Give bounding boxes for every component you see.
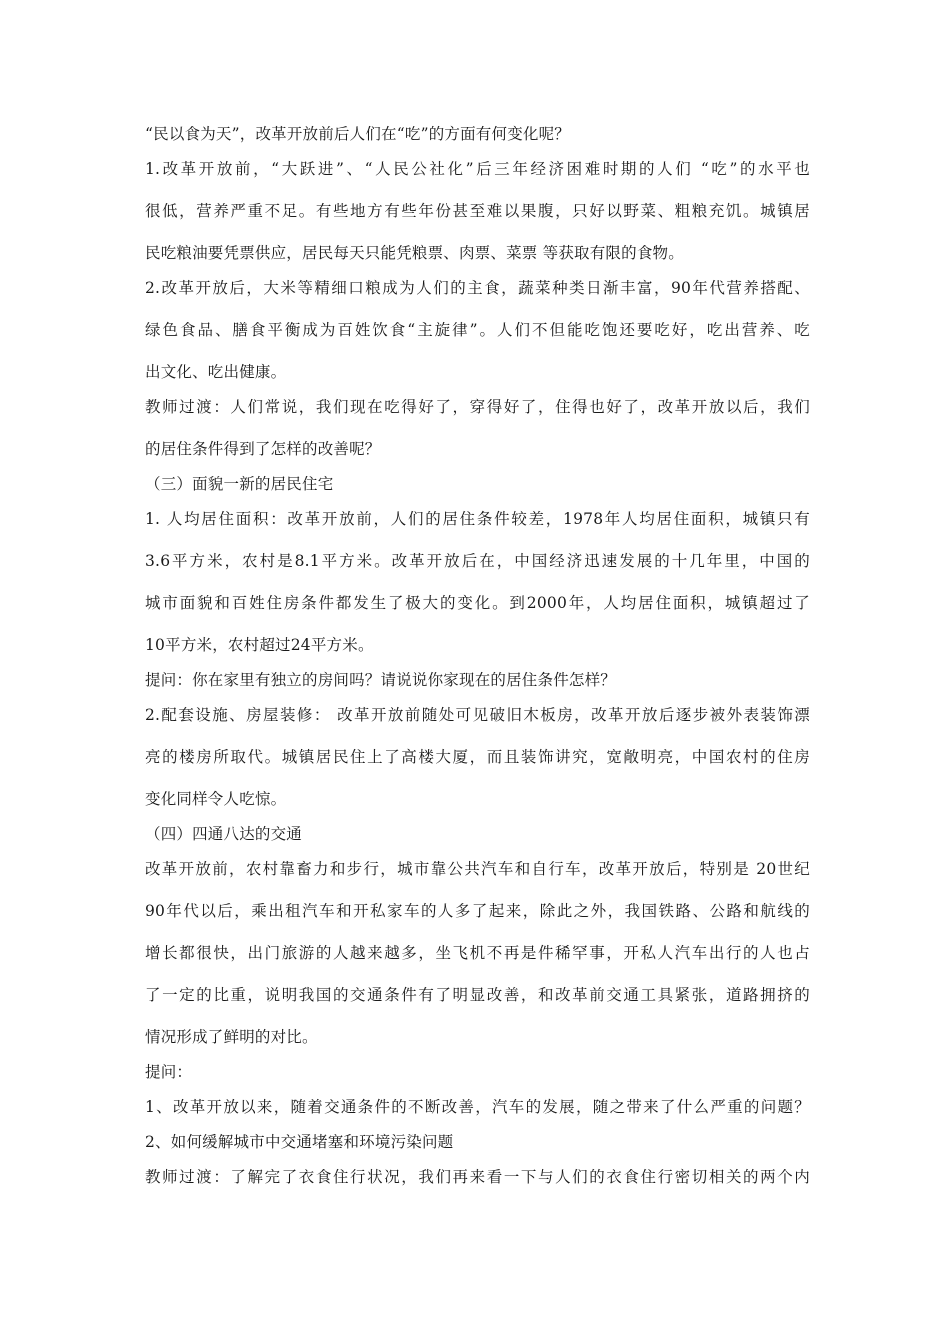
paragraph-line-start: 1. 人均居住面积：改革开放前，人们的居住条件较差，1978年人均居住面积，城镇只有	[145, 510, 810, 528]
paragraph-line-start: 2.配套设施、房屋装修： 改革开放前随处可见破旧木板房，改革开放后逐步被外表装饰漂	[145, 706, 810, 724]
paragraph-line-start: 2、如何缓解城市中交通堵塞和环境污染问题	[145, 1133, 454, 1151]
paragraph-line-start: 1、改革开放以来，随着交通条件的不断改善，汽车的发展，随之带来了什么严重的问题？	[145, 1098, 810, 1116]
paragraph-line-start: 教师过渡：人们常说，我们现在吃得好了，穿得好了，住得也好了，改革开放以后，我们	[145, 398, 810, 416]
paragraph-line-start: 1.改革开放前，“大跃进”、“人民公社化”后三年经济困难时期的人们 “吃”的水平也	[145, 160, 810, 178]
paragraph-line-start: 提问：	[145, 1063, 193, 1081]
paragraph-line: 民吃粮油要凭票供应，居民每天只能凭粮票、肉票、菜票 等获取有限的食物。	[145, 244, 684, 262]
paragraph-line: 情况形成了鲜明的对比。	[145, 1028, 318, 1046]
paragraph-line: 城市面貌和百姓住房条件都发生了极大的变化。到2000年，人均居住面积，城镇超过了	[145, 594, 810, 612]
paragraph-line: 绿色食品、膳食平衡成为百姓饮食“主旋律”。人们不但能吃饱还要吃好，吃出营养、吃	[145, 321, 810, 339]
paragraph-line-start: 改革开放前，农村靠畜力和步行，城市靠公共汽车和自行车，改革开放后，特别是 20世纪	[145, 860, 810, 878]
paragraph-line: 的居住条件得到了怎样的改善呢？	[145, 440, 381, 458]
paragraph-line: 很低，营养严重不足。有些地方有些年份甚至难以果腹，只好以野菜、粗粮充饥。城镇居	[145, 202, 810, 220]
paragraph-line-start: 教师过渡：了解完了衣食住行状况，我们再来看一下与人们的衣食住行密切相关的两个内	[145, 1168, 810, 1186]
paragraph-line-start: “民以食为天”，改革开放前后人们在“吃”的方面有何变化呢？	[145, 125, 570, 143]
paragraph-line-start: 2.改革开放后，大米等精细口粮成为人们的主食，蔬菜种类日渐丰富，90年代营养搭配、	[145, 279, 810, 297]
paragraph-line: 出文化、吃出健康。	[145, 363, 287, 381]
paragraph-line-start: （三）面貌一新的居民住宅	[145, 475, 334, 493]
paragraph-line-start: 提问：你在家里有独立的房间吗？请说说你家现在的居住条件怎样？	[145, 671, 617, 689]
paragraph-line-start: （四）四通八达的交通	[145, 825, 303, 843]
document-body	[145, 123, 810, 1188]
paragraph-line: 3.6平方米，农村是8.1平方米。改革开放后在，中国经济迅速发展的十几年里，中国的	[145, 552, 810, 570]
paragraph-line: 增长都很快，出门旅游的人越来越多，坐飞机不再是件稀罕事，开私人汽车出行的人也占	[145, 944, 810, 962]
paragraph-line: 10平方米，农村超过24平方米。	[145, 636, 374, 654]
paragraph-line: 变化同样令人吃惊。	[145, 790, 287, 808]
paragraph-line: 90年代以后，乘出租汽车和开私家车的人多了起来，除此之外，我国铁路、公路和航线的	[145, 902, 810, 920]
paragraph-line: 了一定的比重，说明我国的交通条件有了明显改善，和改革前交通工具紧张，道路拥挤的	[145, 986, 810, 1004]
paragraph-line: 亮的楼房所取代。城镇居民住上了高楼大厦，而且装饰讲究，宽敞明亮，中国农村的住房	[145, 748, 810, 766]
